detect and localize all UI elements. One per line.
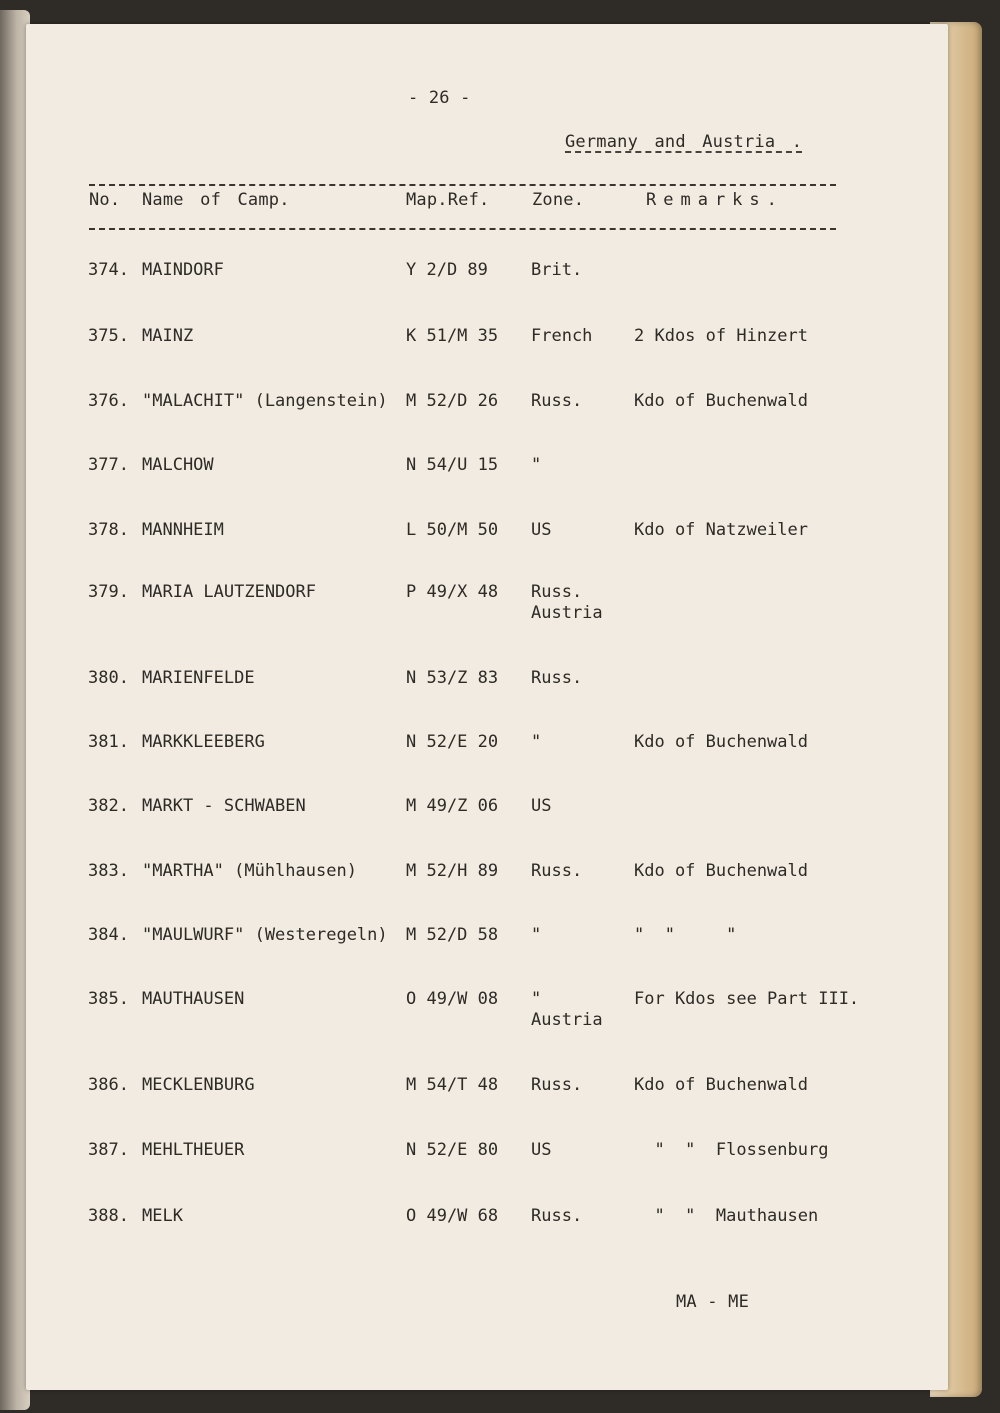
map-ref: M 52/D 58 bbox=[406, 925, 499, 945]
map-ref: Y 2/D 89 bbox=[406, 260, 488, 280]
remarks: " " Mauthausen bbox=[634, 1206, 819, 1226]
row-number: 380. bbox=[88, 668, 129, 688]
remarks: 2 Kdos of Hinzert bbox=[634, 326, 808, 346]
camp-name: MARIA LAUTZENDORF bbox=[142, 582, 316, 602]
table-row bbox=[26, 520, 926, 570]
camp-name: MAINZ bbox=[142, 326, 194, 346]
column-header-map-ref: Map.Ref. bbox=[406, 190, 490, 210]
remarks: For Kdos see Part III. bbox=[634, 989, 860, 1009]
zone: US bbox=[531, 796, 552, 816]
table-row bbox=[26, 582, 926, 632]
map-ref: N 53/Z 83 bbox=[406, 668, 499, 688]
zone: French bbox=[531, 326, 593, 346]
footer-index-code: MA - ME bbox=[676, 1292, 750, 1312]
map-ref: N 54/U 15 bbox=[406, 455, 499, 475]
map-ref: N 52/E 80 bbox=[406, 1140, 499, 1160]
camp-name: MAUTHAUSEN bbox=[142, 989, 245, 1009]
row-number: 374. bbox=[88, 260, 129, 280]
table-row bbox=[26, 732, 926, 782]
table-row bbox=[26, 989, 926, 1039]
zone: Russ. Austria bbox=[531, 582, 603, 623]
row-number: 386. bbox=[88, 1075, 129, 1095]
camp-name: MAINDORF bbox=[142, 260, 224, 280]
zone: Russ. bbox=[531, 1075, 583, 1095]
row-number: 383. bbox=[88, 861, 129, 881]
row-number: 378. bbox=[88, 520, 129, 540]
zone: " bbox=[531, 925, 542, 945]
map-ref: L 50/M 50 bbox=[406, 520, 499, 540]
column-header-name: Name of Camp. bbox=[142, 190, 290, 210]
section-title: Germany and Austria . bbox=[565, 132, 803, 152]
map-ref: O 49/W 68 bbox=[406, 1206, 499, 1226]
map-ref: P 49/X 48 bbox=[406, 582, 499, 602]
map-ref: K 51/M 35 bbox=[406, 326, 499, 346]
zone: " Austria bbox=[531, 989, 603, 1030]
row-number: 379. bbox=[88, 582, 129, 602]
column-header-remarks: Remarks. bbox=[646, 190, 784, 210]
camp-name: MEHLTHEUER bbox=[142, 1140, 245, 1160]
camp-name: MARKKLEEBERG bbox=[142, 732, 265, 752]
row-number: 377. bbox=[88, 455, 129, 475]
map-ref: M 49/Z 06 bbox=[406, 796, 499, 816]
row-number: 381. bbox=[88, 732, 129, 752]
camp-name: "MARTHA" (Mühlhausen) bbox=[142, 861, 357, 881]
camp-name: MANNHEIM bbox=[142, 520, 224, 540]
camp-name: MALCHOW bbox=[142, 455, 214, 475]
zone: Russ. bbox=[531, 391, 583, 411]
zone: Russ. bbox=[531, 668, 583, 688]
table-row bbox=[26, 391, 926, 441]
remarks: Kdo of Buchenwald bbox=[634, 861, 808, 881]
map-ref: N 52/E 20 bbox=[406, 732, 499, 752]
remarks: Kdo of Buchenwald bbox=[634, 732, 808, 752]
row-number: 376. bbox=[88, 391, 129, 411]
header-rule-bottom bbox=[89, 228, 836, 230]
camp-name: MARKT - SCHWABEN bbox=[142, 796, 306, 816]
table-row bbox=[26, 1206, 926, 1256]
table-row bbox=[26, 861, 926, 911]
remarks: Kdo of Natzweiler bbox=[634, 520, 808, 540]
camp-name: "MAULWURF" (Westeregeln) bbox=[142, 925, 388, 945]
table-row bbox=[26, 326, 926, 376]
column-header-no: No. bbox=[89, 190, 121, 210]
table-row bbox=[26, 925, 926, 975]
table-row bbox=[26, 260, 926, 310]
table-row bbox=[26, 455, 926, 505]
camp-name: MELK bbox=[142, 1206, 183, 1226]
row-number: 384. bbox=[88, 925, 129, 945]
zone: Russ. bbox=[531, 861, 583, 881]
camp-name: "MALACHIT" (Langenstein) bbox=[142, 391, 388, 411]
table-row bbox=[26, 1075, 926, 1125]
table-row bbox=[26, 796, 926, 846]
column-header-zone: Zone. bbox=[532, 190, 585, 210]
zone: Russ. bbox=[531, 1206, 583, 1226]
table-row bbox=[26, 668, 926, 718]
map-ref: M 52/D 26 bbox=[406, 391, 499, 411]
remarks: Kdo of Buchenwald bbox=[634, 391, 808, 411]
zone: " bbox=[531, 732, 542, 752]
camp-name: MARIENFELDE bbox=[142, 668, 255, 688]
row-number: 388. bbox=[88, 1206, 129, 1226]
header-rule-top bbox=[89, 184, 836, 186]
map-ref: M 52/H 89 bbox=[406, 861, 499, 881]
remarks: " " " bbox=[634, 925, 737, 945]
row-number: 385. bbox=[88, 989, 129, 1009]
camp-name: MECKLENBURG bbox=[142, 1075, 255, 1095]
zone: Brit. bbox=[531, 260, 583, 280]
row-number: 382. bbox=[88, 796, 129, 816]
row-number: 387. bbox=[88, 1140, 129, 1160]
document-page bbox=[26, 24, 948, 1390]
zone: US bbox=[531, 1140, 552, 1160]
zone: US bbox=[531, 520, 552, 540]
map-ref: O 49/W 08 bbox=[406, 989, 499, 1009]
zone: " bbox=[531, 455, 542, 475]
map-ref: M 54/T 48 bbox=[406, 1075, 499, 1095]
row-number: 375. bbox=[88, 326, 129, 346]
remarks: " " Flossenburg bbox=[634, 1140, 829, 1160]
table-row bbox=[26, 1140, 926, 1190]
page-number: - 26 - bbox=[408, 88, 471, 108]
remarks: Kdo of Buchenwald bbox=[634, 1075, 808, 1095]
